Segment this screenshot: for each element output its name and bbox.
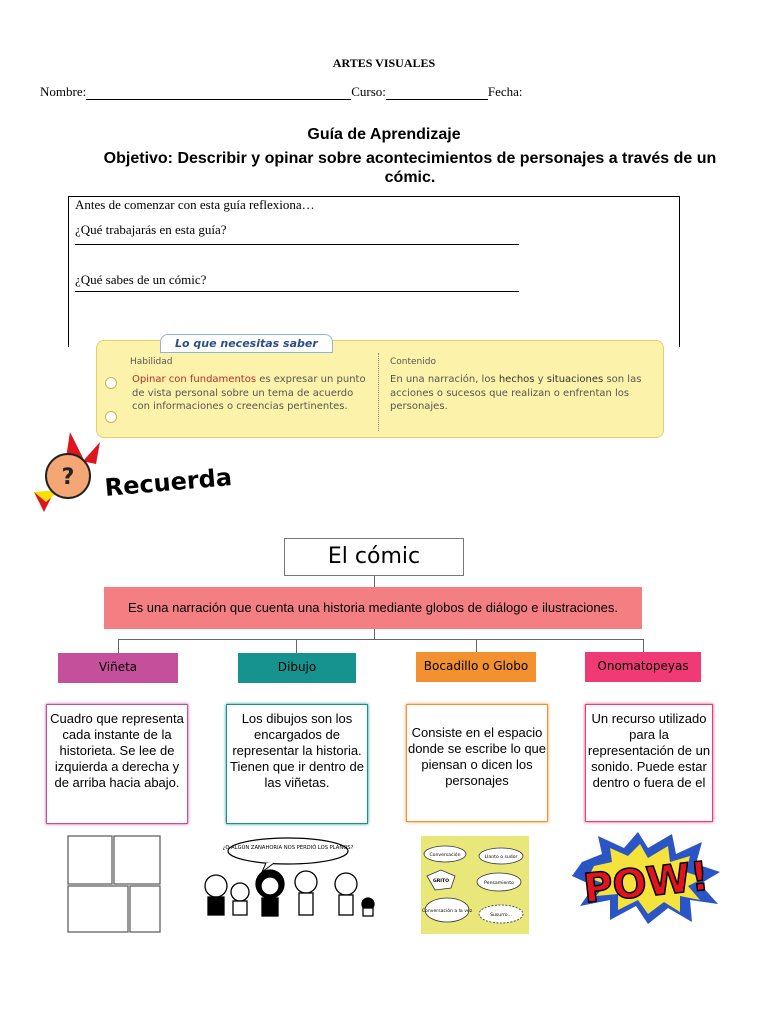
reflection-box <box>68 196 680 347</box>
balloon-label: Conversación <box>429 853 461 858</box>
answer-line-1[interactable] <box>75 244 519 245</box>
name-label: Nombre: <box>40 84 87 99</box>
skill-header: Habilidad <box>130 357 173 367</box>
skill-highlight: Opinar con fundamentos <box>132 374 257 385</box>
balloon-label: Pensamiento <box>484 881 514 886</box>
dibujo-description: Los dibujos son los encargados de representar la historia. Tienen que ir dentro de las viñetas. <box>226 704 368 824</box>
vineta-description: Cuadro que representa cada instante de la historieta. Se lee de izquierda a derecha y de arriba hacia abajo. <box>46 704 188 824</box>
dibujo-header: Dibujo <box>238 653 356 683</box>
pow-text: POW! <box>581 853 712 913</box>
bocadillo-header: Bocadillo o Globo <box>416 652 536 682</box>
comic-definition: Es una narración que cuenta una historia mediante globos de diálogo e ilustraciones. <box>104 587 642 629</box>
knowledge-card <box>96 340 664 438</box>
course-label: Curso: <box>351 84 386 99</box>
objective-text: Objetivo: Describir y opinar sobre acontecimientos de personajes a través de un cómic. <box>103 150 717 186</box>
connector <box>296 639 297 653</box>
content-text: En una narración, los hechos y situaciones son las acciones o sucesos que realizan o enfrentan los personajes. <box>390 374 642 412</box>
connector <box>476 639 477 653</box>
panels-illustration <box>66 834 162 934</box>
answer-line-2[interactable] <box>75 291 519 292</box>
date-label: Fecha: <box>487 84 523 99</box>
guide-title: Guía de Aprendizaje <box>307 126 461 143</box>
course-line[interactable] <box>386 87 488 100</box>
onomatopeyas-description: Un recurso utilizado para la representación de un sonido. Puede estar dentro o fuera de el <box>585 704 713 822</box>
student-fields <box>40 84 523 100</box>
balloon-label: Susurro... <box>490 913 512 918</box>
connector <box>374 629 375 639</box>
card-divider <box>378 353 379 431</box>
balloon-label: Llanto o sudor <box>484 855 518 860</box>
bocadillo-description: Consiste en el espacio donde se escribe lo que piensan o dicen los personajes <box>406 704 548 822</box>
question-mark: ? <box>61 465 75 490</box>
content-header: Contenido <box>390 357 436 367</box>
subject-title: ARTES VISUALES <box>332 56 436 70</box>
recuerda-label: Recuerda <box>103 462 234 502</box>
onomatopeyas-header: Onomatopeyas <box>585 652 701 682</box>
skill-text <box>132 373 372 414</box>
question-2: ¿Qué sabes de un cómic? <box>75 272 207 287</box>
balloon-label: GRITO <box>432 879 450 884</box>
connector <box>374 576 375 587</box>
connector <box>118 639 119 653</box>
binder-hole <box>105 411 117 423</box>
reflection-intro: Antes de comenzar con esta guía reflexiona… <box>75 197 315 212</box>
speech-text: ¿O ALGÚN ZANAHORIA NOS PERDIÓ LOS PLANOS? <box>222 845 354 851</box>
binder-hole <box>105 377 117 389</box>
skill-description: es expresar un punto de vista personal sobre un tema de acuerdo con informaciones o creencias pertinentes. <box>132 374 366 412</box>
connector <box>643 639 644 653</box>
connector <box>118 639 644 640</box>
card-tab: Lo que necesitas saber <box>160 334 333 353</box>
balloon-label: Conversación a la vez <box>421 909 473 914</box>
vineta-header: Viñeta <box>58 653 178 683</box>
pow-illustration <box>572 832 722 924</box>
balloons-illustration <box>421 836 529 934</box>
question-1: ¿Qué trabajarás en esta guía? <box>75 222 227 237</box>
characters-illustration <box>196 836 382 922</box>
comic-title: El cómic <box>284 538 464 576</box>
question-icon <box>30 430 102 516</box>
name-line[interactable] <box>86 87 351 100</box>
